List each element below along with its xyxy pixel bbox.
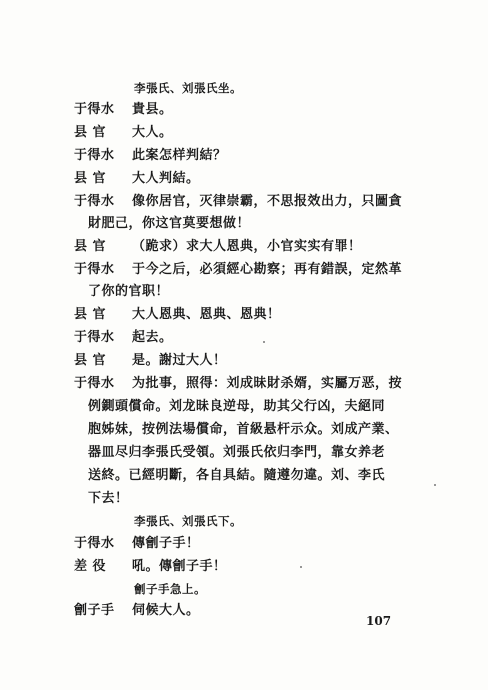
dialogue-line (74, 307, 281, 323)
speaker-name: 差 役 (74, 559, 107, 574)
dialogue-text: 为批事，照得：刘成昧財杀婿，实屬万恶，按 (132, 376, 403, 391)
scan-speck (300, 566, 302, 568)
dialogue-line (74, 171, 200, 187)
dialogue-text: 下去！ (88, 491, 129, 506)
speaker-name: 于得水 (74, 262, 115, 277)
dialogue-line (74, 330, 173, 346)
scan-speck (434, 484, 436, 486)
dialogue-text: 伺候大人。 (132, 603, 200, 618)
speaker-name: 县 官 (74, 353, 107, 368)
dialogue-text: 是。謝过大人！ (132, 353, 227, 368)
dialogue-text: 此案怎样判結？ (132, 148, 227, 163)
dialogue-text: 像你居官，灭律崇霸，不思报效出力，只圖貪 (132, 194, 403, 209)
speaker-name: 于得水 (74, 194, 115, 209)
dialogue-continuation (88, 491, 129, 507)
dialogue-line (74, 559, 227, 575)
speaker-name: 于得水 (74, 102, 115, 117)
dialogue-line (74, 148, 227, 164)
dialogue-text: 器皿尽归李張氏受領。刘張氏依归李門，靠女养老 (88, 445, 386, 460)
dialogue-continuation (88, 399, 385, 415)
dialogue-text: 吼。傳劊子手！ (132, 559, 227, 574)
speaker-name: 于得水 (74, 330, 115, 345)
speaker-name: 县 官 (74, 171, 107, 186)
dialogue-text: 于今之后，必須經心勘察；再有錯誤，定然革 (132, 262, 403, 277)
dialogue-line (74, 102, 173, 118)
speaker-name: 于得水 (74, 536, 115, 551)
speaker-name: 于得水 (74, 376, 115, 391)
dialogue-line (74, 376, 402, 392)
speaker-name: 县 官 (74, 239, 107, 254)
dialogue-line (74, 239, 362, 255)
dialogue-line (74, 262, 402, 278)
dialogue-line (74, 125, 173, 141)
dialogue-text: （跪求）求大人恩典，小官实实有罪！ (132, 239, 362, 254)
dialogue-text: 大人恩典、恩典、恩典！ (132, 307, 281, 322)
dialogue-continuation (88, 445, 385, 461)
dialogue-line (74, 194, 402, 210)
dialogue-text: 傳劊子手！ (132, 536, 200, 551)
dialogue-continuation (88, 284, 169, 300)
scan-speck (263, 341, 265, 343)
dialogue-text: 大人判結。 (132, 171, 200, 186)
dialogue-text: 送終。已經明斷，各自具結。隨遵勿違。刘、李氏 (88, 468, 386, 483)
dialogue-line (74, 353, 227, 369)
dialogue-text: 大人。 (132, 125, 173, 140)
dialogue-line (74, 536, 200, 552)
speaker-name: 县 官 (74, 125, 107, 140)
dialogue-text: 了你的官职！ (88, 284, 170, 299)
page-number: 107 (366, 614, 392, 628)
stage-direction: 劊子手急上。 (134, 582, 206, 596)
stage-direction: 李張氏、刘張氏下。 (134, 514, 242, 528)
speaker-name: 县 官 (74, 307, 107, 322)
dialogue-text: 例鍘頭償命。刘龙昧良逆母，助其父行凶，夫絕同 (88, 399, 386, 414)
dialogue-continuation (88, 216, 250, 232)
dialogue-text: 貴县。 (132, 102, 173, 117)
dialogue-continuation (88, 422, 399, 438)
dialogue-continuation (88, 468, 385, 484)
dialogue-text: 胞姊妹，按例法場償命，首級悬杆示众。刘成产業、 (88, 422, 399, 437)
speaker-name: 劊子手 (74, 603, 115, 618)
dialogue-text: 起去。 (132, 330, 173, 345)
stage-direction: 李張氏、刘張氏坐。 (134, 81, 242, 95)
speaker-name: 于得水 (74, 148, 115, 163)
dialogue-text: 財肥己，你这官莫要想做！ (88, 216, 251, 231)
dialogue-line (74, 603, 200, 619)
